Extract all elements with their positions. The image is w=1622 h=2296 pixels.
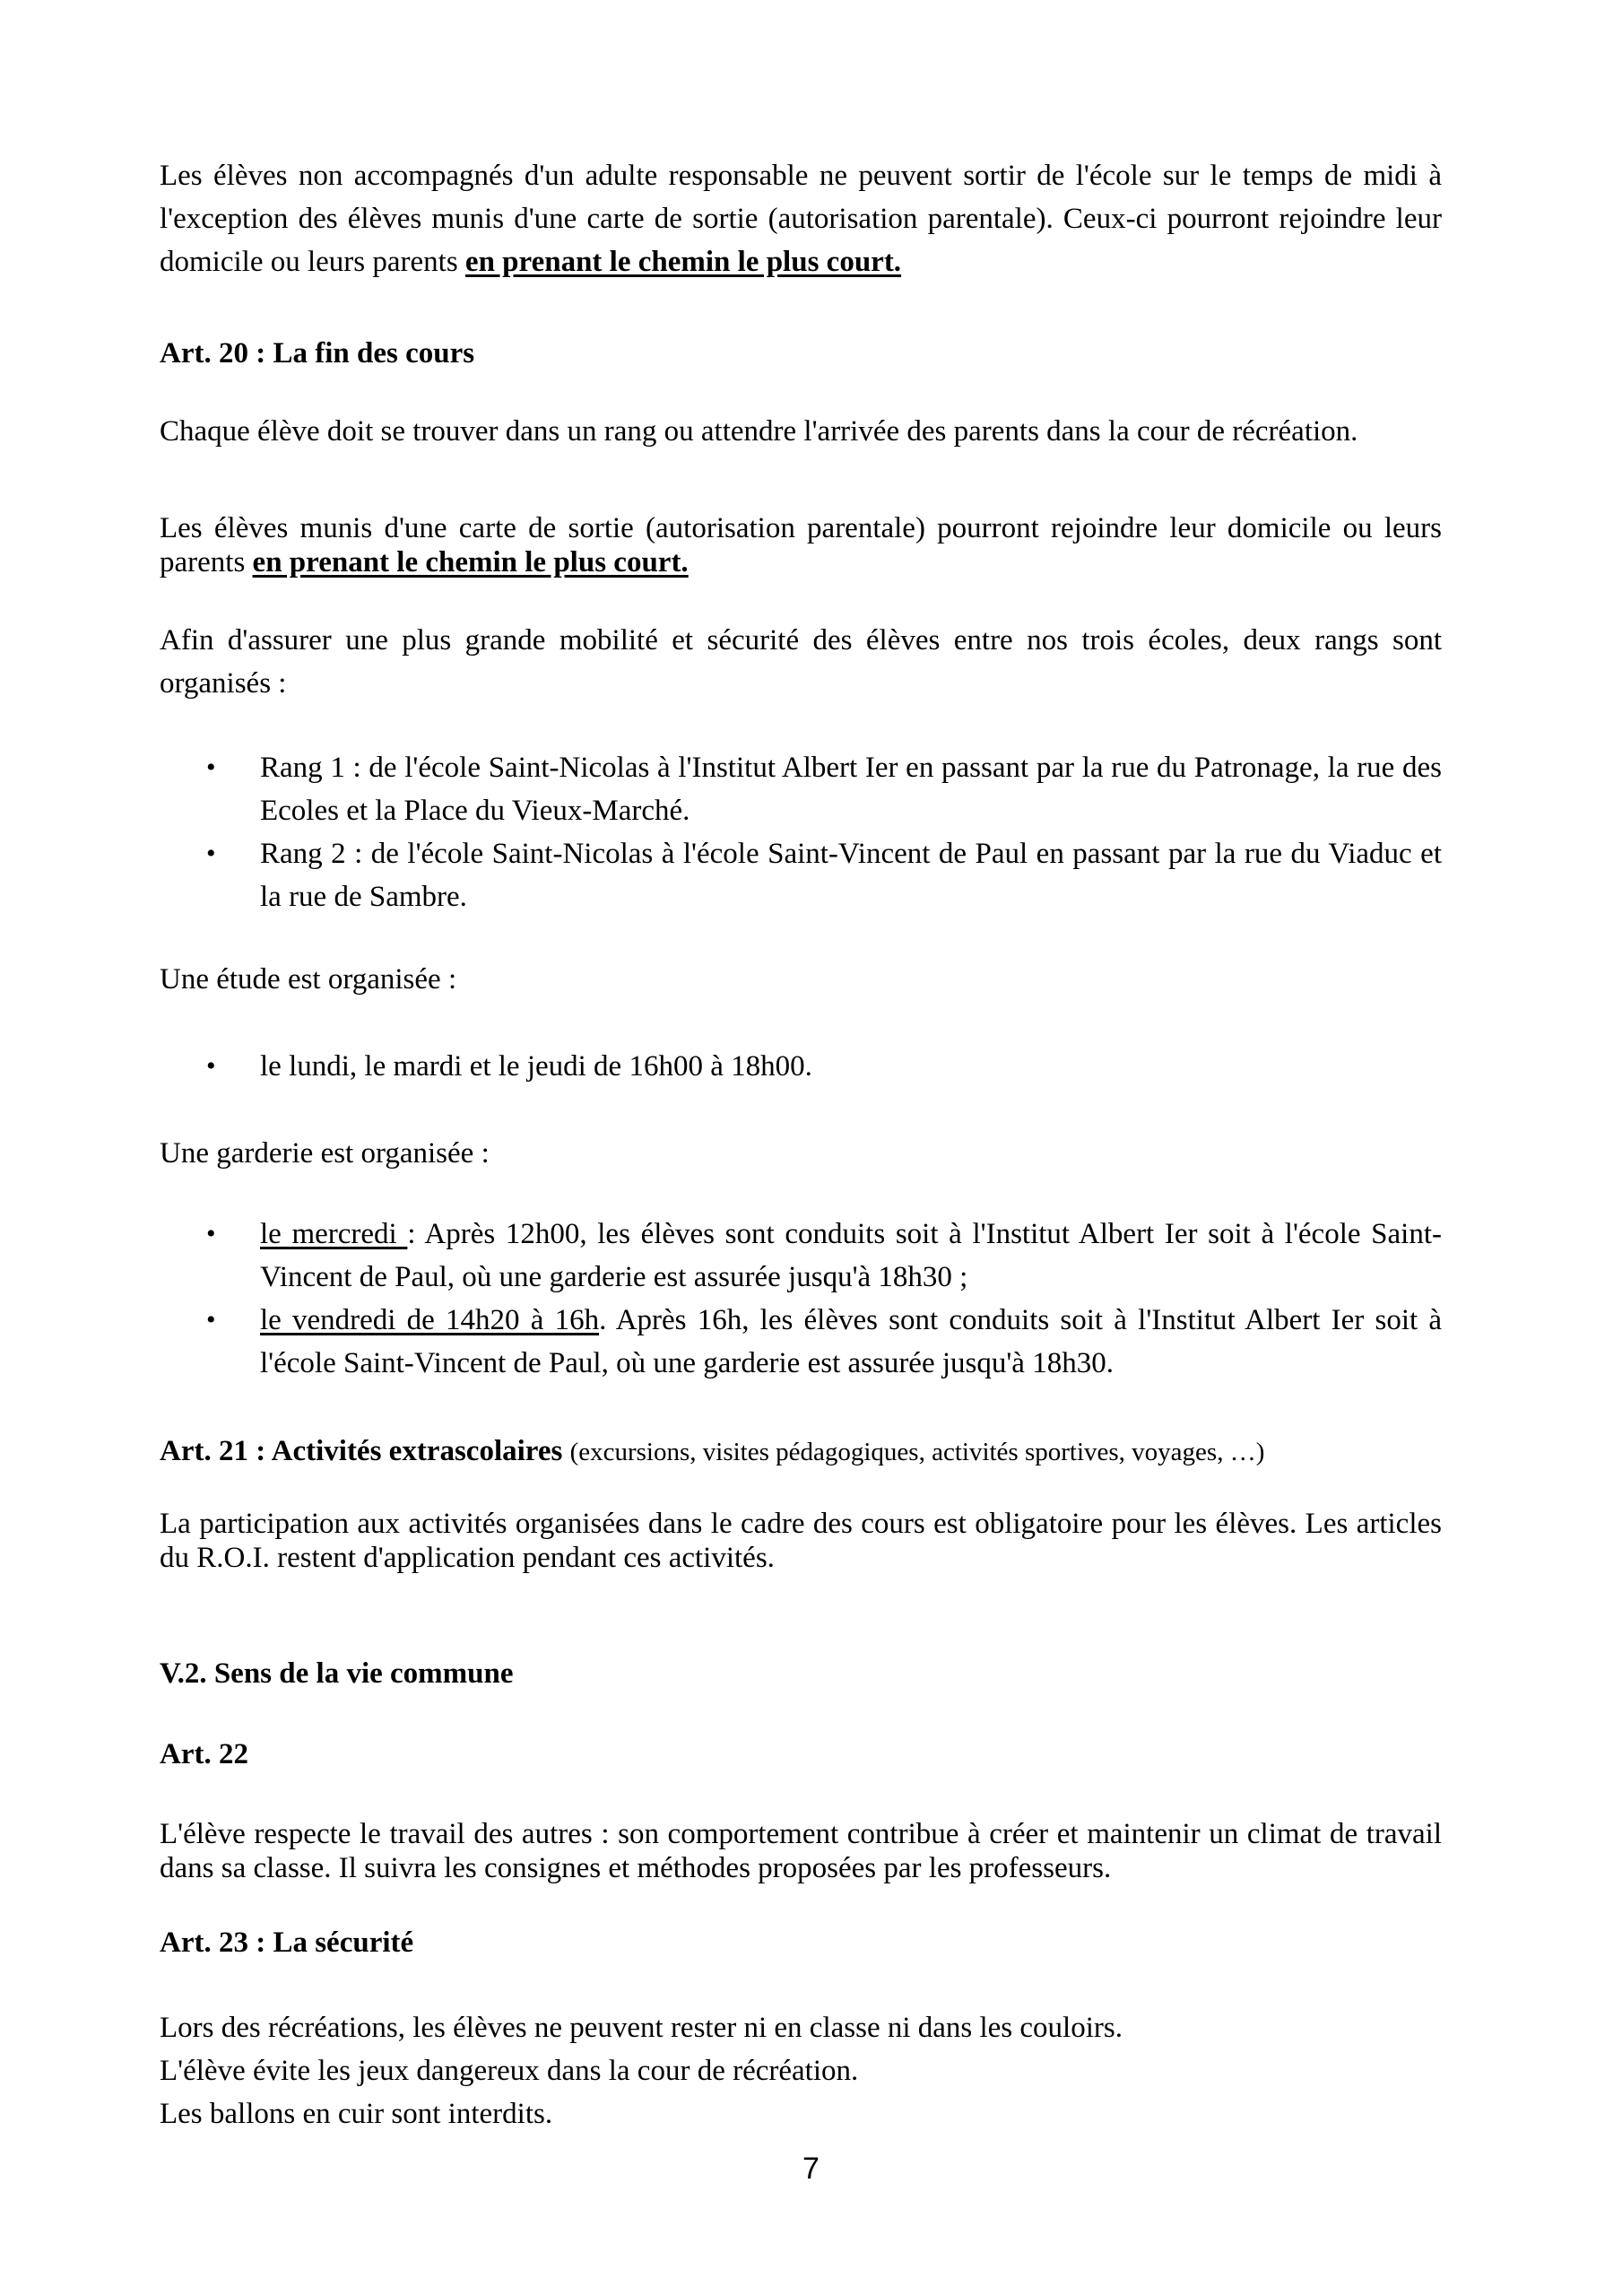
art21-heading <box>160 1430 1442 1474</box>
garderie-day-label: le vendredi de 14h20 à 16h <box>260 1304 600 1336</box>
art21-title: Art. 21 : Activités extrascolaires <box>160 1435 570 1467</box>
art23-heading: Art. 23 : La sécurité <box>160 1926 414 1959</box>
art20-paragraph-2 <box>160 511 1442 579</box>
bullet-icon: • <box>206 1219 216 1248</box>
garderie-day-label: le mercredi <box>260 1218 408 1250</box>
section-v2-heading: V.2. Sens de la vie commune <box>160 1657 514 1690</box>
art21-title-paren: (excursions, visites pédagogiques, activités sportives, voyages, …) <box>569 1438 1265 1466</box>
etude-intro: Une étude est organisée : <box>160 963 457 996</box>
art20-p2-text: Les élèves munis d'une carte de sortie (autorisation parentale) pourront rejoindre leur domicile ou leurs parents <box>160 512 1442 578</box>
rangs-list <box>0 746 1622 918</box>
list-item <box>0 746 1622 832</box>
list-item <box>0 1299 1622 1385</box>
garderie-item-vendredi: le vendredi de 14h20 à 16h. Après 16h, les élèves sont conduits soit à l'Institut Albert Ier soit à l'école Saint-Vincent de Paul, où une garderie est assurée jusqu'à 18h30. <box>260 1304 1443 1379</box>
art23-line-2: L'élève évite les jeux dangereux dans la cour de récréation. <box>160 2055 859 2087</box>
list-item <box>0 1045 1622 1088</box>
bullet-icon: • <box>206 1051 216 1081</box>
art20-heading: Art. 20 : La fin des cours <box>160 337 475 370</box>
art21-paragraph: La participation aux activités organisées dans le cadre des cours est obligatoire pour les élèves. Les articles du R.O.I. restent d'application pendant ces activités. <box>160 1508 1442 1574</box>
garderie-item-mercredi: le mercredi : Après 12h00, les élèves sont conduits soit à l'Institut Albert Ier soit à l'école Saint-Vincent de Paul, où une garderie est assurée jusqu'à 18h30 ; <box>260 1218 1442 1293</box>
list-item <box>0 1213 1622 1299</box>
intro-paragraph <box>160 154 1442 283</box>
intro-text: Les élèves non accompagnés d'un adulte responsable ne peuvent sortir de l'école sur le temps de midi à l'exception des élèves munis d'une carte de sortie (autorisation parentale). Ceux-ci pourront rejoindre leur domicile ou leurs parents <box>160 160 1442 278</box>
etude-list <box>0 1045 1622 1088</box>
etude-item-text: le lundi, le mardi et le jeudi de 16h00 à 18h00. <box>260 1050 812 1083</box>
art22-paragraph: L'élève respecte le travail des autres : son comportement contribue à créer et maintenir un climat de travail dans sa classe. Il suivra les consignes et méthodes proposées par les professeurs. <box>160 1818 1442 1884</box>
garderie-intro: Une garderie est organisée : <box>160 1137 490 1170</box>
bullet-icon: • <box>206 752 216 782</box>
list-item <box>0 832 1622 918</box>
page-number: 7 <box>802 2152 820 2186</box>
art23-line-3: Les ballons en cuir sont interdits. <box>160 2098 553 2130</box>
art23-lines <box>160 2006 1442 2135</box>
intro-emphasis: en prenant le chemin le plus court. <box>464 246 902 278</box>
bullet-icon: • <box>206 1305 216 1335</box>
bullet-icon: • <box>206 839 216 868</box>
art20-paragraph-1: Chaque élève doit se trouver dans un rang ou attendre l'arrivée des parents dans la cour de récréation. <box>160 415 1358 448</box>
rang-1-text: Rang 1 : de l'école Saint-Nicolas à l'Institut Albert Ier en passant par la rue du Patronage, la rue des Ecoles et la Place du Vieux-Marché. <box>260 752 1442 827</box>
art23-line-1: Lors des récréations, les élèves ne peuvent rester ni en classe ni dans les couloirs. <box>160 2012 1123 2044</box>
art20-p2-emphasis: en prenant le chemin le plus court. <box>252 546 689 578</box>
art20-paragraph-3: Afin d'assurer une plus grande mobilité et sécurité des élèves entre nos trois écoles, deux rangs sont organisés : <box>160 624 1442 700</box>
art22-heading: Art. 22 <box>160 1738 248 1770</box>
rang-2-text: Rang 2 : de l'école Saint-Nicolas à l'école Saint-Vincent de Paul en passant par la rue du Viaduc et la rue de Sambre. <box>260 838 1442 913</box>
garderie-list <box>0 1213 1622 1385</box>
